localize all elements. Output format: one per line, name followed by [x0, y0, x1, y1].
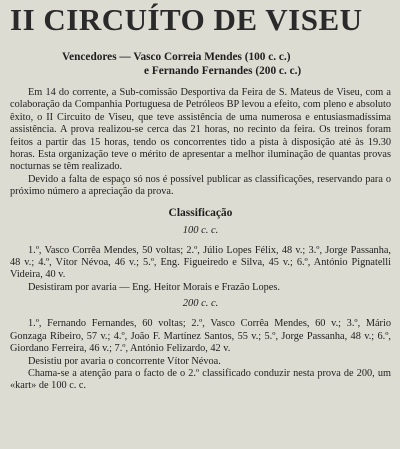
category-200cc-label: 200 c. c. [182, 298, 219, 310]
kart-note: Chama-se a atenção para o facto de o 2.º classificado conduzir nesta prova de 200, um «kart» de 100 c. c. [10, 367, 391, 392]
paragraph-space-note: Devido a falta de espaço só nos é possível publicar as classificações, reservando para o próximo número a apreciação da prova. [10, 173, 391, 198]
results-100cc: 1.º, Vasco Corrêa Mendes, 50 voltas; 2.º, Júlio Lopes Félix, 48 v.; 3.º, Jorge Passanha, 48 v.; 4.º, Vítor Névoa, 46 v.; 5.º, Eng. Figueiredo e Silva, 45 v.; 6.º, António Pignatelli Videira, 40 v. [10, 244, 391, 281]
winners-subtitle [62, 50, 391, 78]
category-100cc-results [10, 245, 391, 295]
paragraph-intro: Em 14 do corrente, a Sub-comissão Desportiva da Feira de S. Mateus de Viseu, com a colaboração da Companhia Portuguesa de Petróleos BP levou a efeito, com pleno e absoluto êxito, o II Circuito de Viseu, que teve assistência de uma numerosa e entusiasmadíssima assistência. A prova realizou-se cerca das 21 horas, no recinto da feira. Os treinos foram feitos a partir das 15 horas, tendo os concorrentes tido a pista à disposição até às 19.30 horas. Esta organização teve o mérito de apresentar a melhor iluminação de quantas provas nocturnas se têm realizado. [10, 87, 391, 173]
article-body [10, 87, 391, 199]
category-100cc-label: 100 c. c. [182, 224, 219, 236]
winners-line-2: e Fernando Fernandes (200 c. c.) [144, 65, 302, 77]
winners-line-1: Vencedores — Vasco Correia Mendes (100 c. c.) [62, 51, 291, 63]
withdrawn-100cc: Desistiram por avaria — Eng. Heitor Morais e Frazão Lopes. [28, 281, 280, 293]
category-200cc-results [10, 318, 391, 392]
results-200cc: 1.º, Fernando Fernandes, 60 voltas; 2.º, Vasco Corrêa Mendes, 60 v.; 3.º, Mário Gonzaga Ribeiro, 57 v.; 4.º, João F. Martínez Santos, 55 v.; 5.º, Jorge Passanha, 48 v.; 6.º, Giordano Ferreira, 46 v.; 7.º, António Felizardo, 42 v. [10, 318, 391, 355]
withdrawn-200cc: Desistiu por avaria o concorrente Vítor Névoa. [28, 355, 221, 367]
classification-heading: Classificação [168, 206, 233, 219]
article-title: II CIRCUÍTO DE VISEU [10, 2, 363, 37]
